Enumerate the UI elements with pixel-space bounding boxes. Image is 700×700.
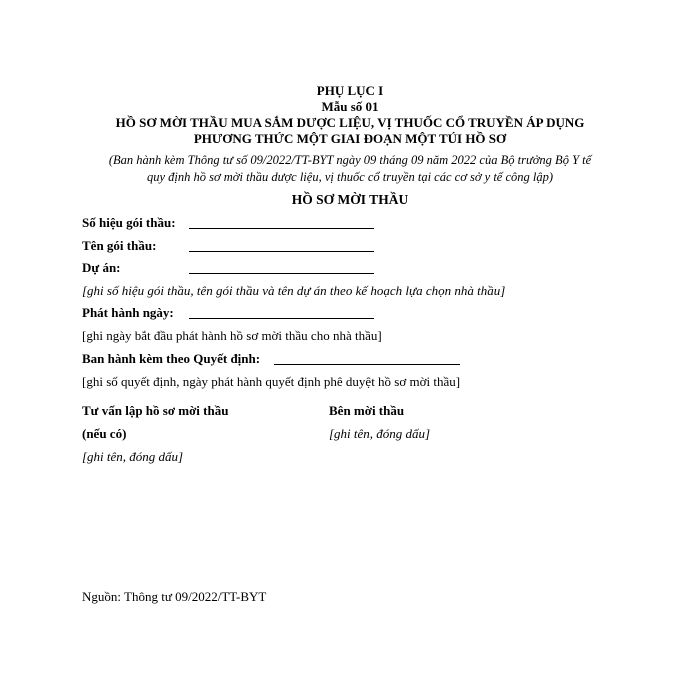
decision-label: Ban hành kèm theo Quyết định:	[82, 351, 261, 366]
package-note: [ghi số hiệu gói thầu, tên gói thầu và tên dự án theo kế hoạch lựa chọn nhà thầu]	[82, 283, 506, 298]
title-line-1: HỒ SƠ MỜI THẦU MUA SẮM DƯỢC LIỆU, VỊ THUỐC CỔ TRUYỀN ÁP DỤNG	[115, 115, 585, 130]
issue-date-label: Phát hành ngày:	[82, 305, 174, 320]
inviter-note: [ghi tên, đóng dấu]	[329, 426, 431, 441]
subtitle-line-1: (Ban hành kèm Thông tư số 09/2022/TT-BYT ngày 09 tháng 09 năm 2022 của Bộ trưởng Bộ Y tế	[108, 153, 592, 167]
package-number-blank	[189, 228, 374, 229]
project-label: Dự án:	[82, 260, 121, 275]
consultant-title: Tư vấn lập hồ sơ mời thầu	[82, 403, 229, 418]
source-note: Nguồn: Thông tư 09/2022/TT-BYT	[82, 589, 267, 604]
package-number-label: Số hiệu gói thầu:	[82, 215, 176, 230]
subtitle-line-2: quy định hồ sơ mời thầu dược liệu, vị thuốc cổ truyền tại các cơ sở y tế công lập)	[146, 170, 554, 184]
appendix-heading: PHỤ LỤC I	[316, 83, 384, 98]
consultant-optional: (nếu có)	[82, 426, 127, 441]
decision-note: [ghi số quyết định, ngày phát hành quyết định phê duyệt hồ sơ mời thầu]	[82, 374, 461, 389]
inviter-title: Bên mời thầu	[329, 403, 405, 418]
issue-date-blank	[189, 318, 374, 319]
consultant-note: [ghi tên, đóng dấu]	[82, 449, 184, 464]
issue-date-note: [ghi ngày bắt đầu phát hành hồ sơ mời thầu cho nhà thầu]	[82, 328, 382, 343]
decision-blank	[274, 364, 460, 365]
title-line-2: PHƯƠNG THỨC MỘT GIAI ĐOẠN MỘT TÚI HỒ SƠ	[193, 131, 507, 146]
package-name-blank	[189, 251, 374, 252]
project-blank	[189, 273, 374, 274]
form-number: Mẫu số 01	[321, 99, 379, 114]
package-name-label: Tên gói thầu:	[82, 238, 157, 253]
section-title: HỒ SƠ MỜI THẦU	[291, 192, 409, 207]
